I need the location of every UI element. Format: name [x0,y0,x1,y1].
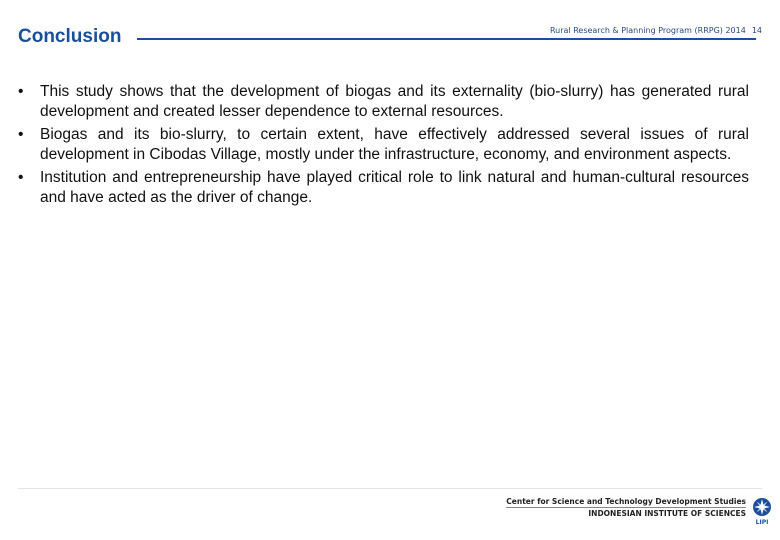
page-number: 14 [751,26,762,35]
bullet-icon: • [18,169,24,186]
lipi-logo [752,497,772,526]
center-name: Center for Science and Technology Development Studies [506,497,746,506]
conclusion-list [18,82,749,211]
list-item [18,125,749,164]
title-divider [137,38,756,40]
institution-name [506,497,746,519]
bullet-text: Institution and entrepreneurship have played critical role to link natural and human-cultural resources and have acted as the driver of change. [40,169,749,206]
bullet-text: Biogas and its bio-slurry, to certain extent, have effectively addressed several issues of rural development in Cibodas Village, mostly under the infrastructure, economy, and environment aspects. [40,126,749,163]
institute-name: INDONESIAN INSTITUTE OF SCIENCES [506,507,746,519]
bullet-text: This study shows that the development of biogas and its externality (bio-slurry) has generated rural development and created lesser dependence to external resources. [40,83,749,120]
list-item [18,168,749,207]
lipi-emblem-icon [752,497,772,519]
lipi-label: LIPI [755,519,769,526]
program-label: Rural Research & Planning Program (RRPG) 2014 [549,26,746,35]
institution-logo [506,497,772,526]
list-item [18,82,749,121]
header-meta [550,26,762,35]
bullet-icon: • [18,126,24,143]
footer-divider [18,488,762,489]
bullet-icon: • [18,83,24,100]
page-title: Conclusion [18,26,122,47]
